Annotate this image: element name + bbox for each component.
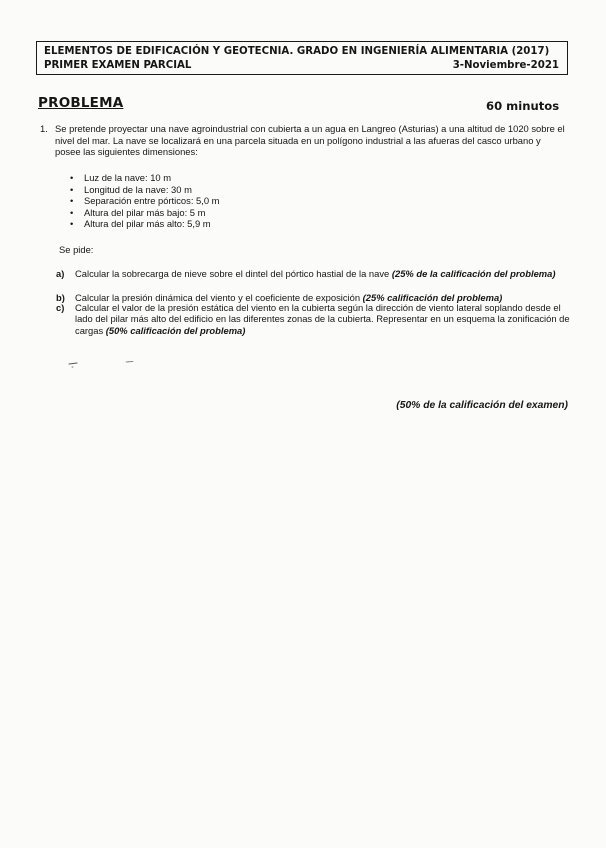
task-weight: (50% calificación del problema)	[105, 324, 246, 336]
se-pide-label: Se pide:	[59, 244, 94, 255]
dimension-item: • Altura del pilar más alto: 5,9 m	[70, 218, 220, 230]
dimension-item: • Longitud de la nave: 30 m	[70, 184, 220, 196]
dimension-item: • Luz de la nave: 10 m	[70, 172, 220, 184]
task-weight: (25% de la calificación del problema)	[391, 268, 556, 279]
task-text: Calcular el valor de la presión estática del viento en la cubierta según la dirección de viento lateral soplando desde el lado del pilar más alto del edificio en las diferentes zonas de la cubierta. Representar en un esquema la zonificación de cargas	[75, 302, 570, 336]
task-weight: (25% calificación del problema)	[362, 292, 503, 303]
exam-weight: (50% de la calificación del examen)	[396, 400, 568, 411]
task-text: Calcular la presión dinámica del viento y el coeficiente de exposición	[75, 292, 363, 303]
dimensions-list	[70, 172, 220, 230]
exam-type: PRIMER EXAMEN PARCIAL	[44, 60, 192, 71]
problem-title: PROBLEMA	[38, 95, 124, 111]
task-body	[75, 302, 570, 336]
task-body	[75, 268, 570, 279]
course-title: ELEMENTOS DE EDIFICACIÓN Y GEOTECNIA. GRADO EN INGENIERÍA ALIMENTARIA (2017)	[44, 46, 550, 57]
stray-pen-marks	[66, 358, 146, 372]
exam-date: 3-Noviembre-2021	[452, 60, 559, 71]
task-text: Calcular la sobrecarga de nieve sobre el dintel del pórtico hastial de la nave	[75, 268, 392, 279]
dimension-item: • Separación entre pórticos: 5,0 m	[70, 195, 220, 207]
problem-number: 1.	[40, 123, 48, 134]
task-letter: a)	[56, 268, 65, 279]
task-letter: b)	[56, 292, 65, 303]
statement-text: Se pretende proyectar una nave agroindustrial con cubierta a un agua en Langreo (Asturias) a una altitud de 1020 sobre el nivel del mar. La nave se localizará en una parcela situada en un polígono industrial a las afueras del casco urbano y posee las siguientes dimensiones:	[55, 123, 565, 158]
exam-header	[36, 41, 568, 75]
dimension-item: • Altura del pilar más bajo: 5 m	[70, 207, 220, 219]
task-letter: c)	[56, 302, 65, 313]
problem-duration: 60 minutos	[486, 99, 560, 113]
